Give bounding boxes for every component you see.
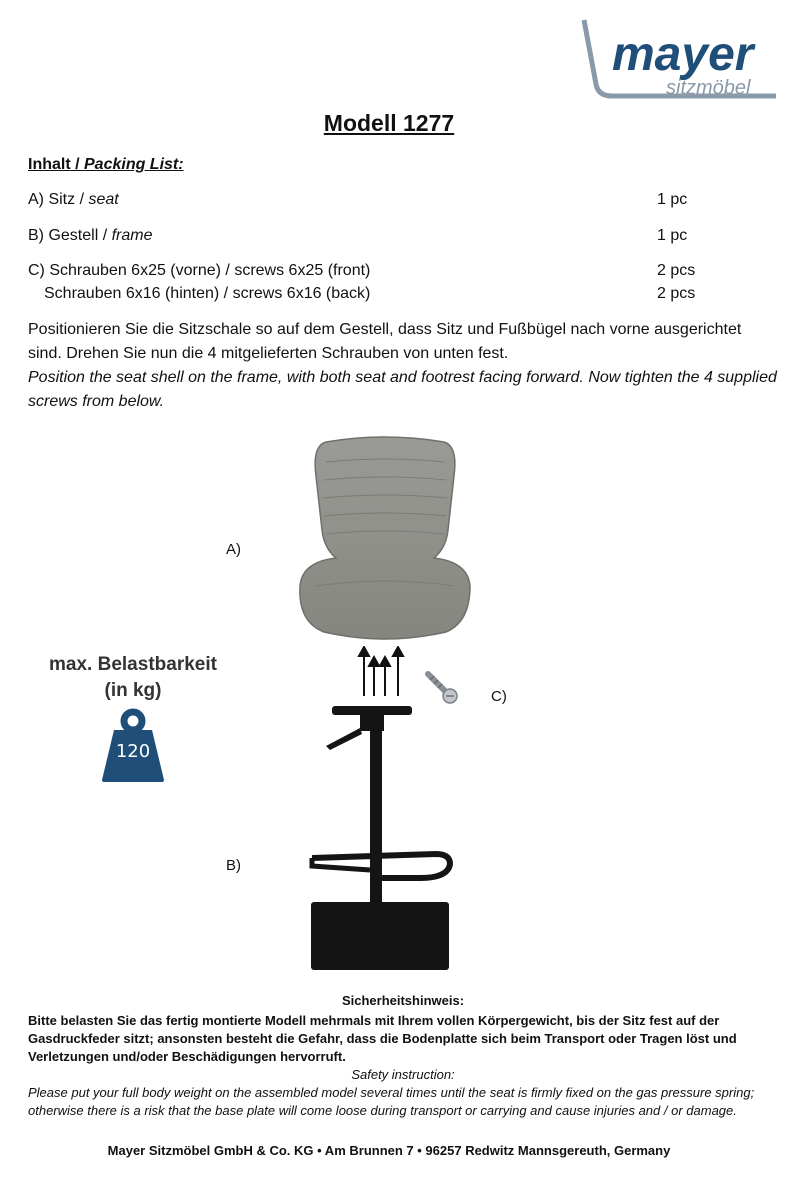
packing-item-frame (28, 227, 152, 245)
packing-item-screws-front: C) Schrauben 6x25 (vorne) / screws 6x25 (front) (28, 262, 371, 279)
max-load-value: 120 (115, 741, 151, 762)
item-label-de: A) Sitz / (28, 191, 89, 208)
instructions-en: Position the seat shell on the frame, with both seat and footrest facing forward. Now tighten the 4 supplied screws from below. (28, 369, 777, 410)
item-label-en: frame (111, 227, 153, 244)
max-load-line2: (in kg) (104, 680, 162, 701)
page-title: Modell 1277 (323, 110, 455, 136)
safety-heading-en: Safety instruction: (351, 1067, 455, 1082)
safety-text-de: Bitte belasten Sie das fertig montierte Modell mehrmals mit Ihrem vollen Körpergewicht, bis der Sitz fest auf der Gasdruckfeder sitzt; ansonsten besteht die Gefahr, dass die Bodenplatte sich beim Transport oder Tragen löst und Verletzungen und/oder Beschädigungen hervorruft. (28, 1013, 737, 1064)
item-label-de: B) Gestell / (28, 227, 112, 244)
max-load-line1: max. Belastbarkeit (49, 654, 217, 675)
company-footer: Mayer Sitzmöbel GmbH & Co. KG • Am Brunnen 7 • 96257 Redwitz Mannsgereuth, Germany (107, 1143, 671, 1158)
item-label-en: seat (88, 191, 119, 208)
upward-arrows-icon (355, 646, 405, 698)
label-c: C) (491, 688, 507, 705)
stool-frame-image (300, 700, 470, 974)
packing-item-screws-back: Schrauben 6x16 (hinten) / screws 6x16 (back) (44, 285, 371, 302)
item-qty: 2 pcs (657, 285, 696, 302)
logo-sub-text: sitzmöbel (666, 77, 751, 99)
safety-text-en: Please put your full body weight on the assembled model several times until the seat is firmly fixed on the gas pressure spring; otherwise there is a risk that the base plate will come loose during transport or carrying and cause injuries and / or damage. (28, 1085, 755, 1118)
seat-shell-image (296, 436, 474, 642)
packing-item-seat (28, 191, 119, 209)
packing-heading-en: Packing List: (84, 156, 184, 173)
packing-heading-de: Inhalt / (28, 156, 84, 173)
logo-brand-text: mayer (612, 28, 754, 81)
item-qty: 2 pcs (657, 262, 696, 279)
mayer-logo (580, 14, 780, 104)
item-qty: 1 pc (657, 227, 688, 244)
item-qty: 1 pc (657, 191, 688, 208)
packing-list-heading (28, 156, 184, 174)
label-b: B) (226, 857, 241, 874)
safety-heading-de: Sicherheitshinweis: (341, 993, 465, 1008)
label-a: A) (226, 541, 241, 558)
max-load-heading (30, 652, 236, 704)
instructions-de: Positionieren Sie die Sitzschale so auf dem Gestell, dass Sitz und Fußbügel nach vorne ausgerichtet sind. Drehen Sie nun die 4 mitgelieferten Schrauben von unten fest. (28, 321, 742, 362)
